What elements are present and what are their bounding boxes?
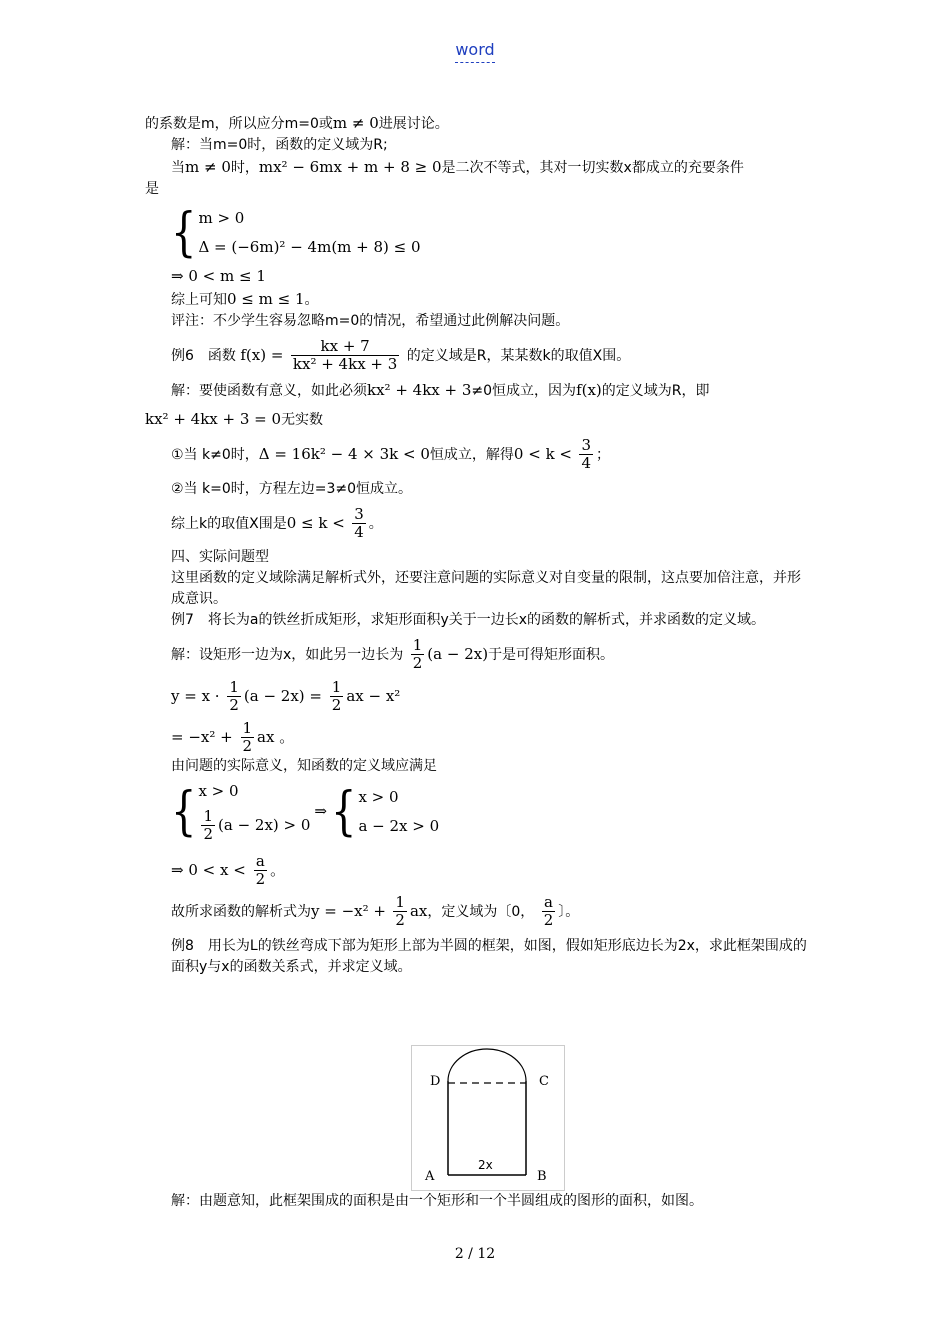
- vertex-label: A: [425, 1169, 435, 1184]
- text-line: 解：当m=0时，函数的定义域为R;: [171, 137, 388, 153]
- math-line: = −x² + $\frac{1}{2}$ ax 。: [171, 719, 295, 756]
- example-8: 例8 用长为L的铁丝弯成下部为矩形上部为半圆的框架，如图，假如矩形底边长为2x，求此框架围成的面积y与x的函数关系式，并求定义域。: [171, 937, 807, 975]
- document-body: [145, 112, 810, 978]
- text-line: 的系数是m，所以应分m=0或m ≠ 0进展讨论。: [145, 114, 449, 132]
- frame-figure: [411, 1045, 565, 1191]
- text-line: 故所求函数的解析式为y = −x² + $\frac{1}{2}$ ax，定义域为〔0， $\frac{a}{2}$ 〕。: [171, 893, 580, 930]
- base-label: 2x: [478, 1158, 493, 1172]
- example-7: 例7 将长为a的铁丝折成矩形，求矩形面积y关于一边长x的函数的解析式，并求函数的定义域。: [171, 612, 766, 628]
- equation-system: { x > 0 $\frac{1}{2}$ (a − 2x) > 0 ⇒ { x > 0 a − 2x > 0: [171, 781, 440, 844]
- text-line: 解：要使函数有意义，如此必须kx² + 4kx + 3≠0恒成立，因为f(x)的定义域为R，即: [171, 381, 710, 399]
- math-line: ⇒ 0 < x < $\frac{a}{2}$ 。: [171, 851, 286, 888]
- math-line: y = x · $\frac{1}{2}$ (a − 2x) = $\frac{1}{2}$ ax − x²: [171, 677, 401, 714]
- text-line: 评注：不少学生容易忽略m=0的情况，希望通过此例解决问题。: [171, 312, 570, 329]
- page-number: 2 / 12: [454, 1246, 496, 1262]
- text-line: 综上可知0 ≤ m ≤ 1。: [171, 289, 319, 308]
- header-link[interactable]: word: [455, 40, 494, 63]
- text-line: 当m ≠ 0时，mx² − 6mx + m + 8 ≥ 0是二次不等式，其对一切实数x都成立的充要条件: [171, 158, 744, 176]
- section-heading: 四、实际问题型: [171, 549, 269, 565]
- text-line: 解：设矩形一边为x，如此另一边长为 $\frac{1}{2}$ (a − 2x)于是可得矩形面积。: [171, 636, 615, 673]
- text-line: 由问题的实际意义，知函数的定义域应满足: [171, 757, 437, 774]
- text-line: kx² + 4kx + 3 = 0无实数: [145, 410, 324, 428]
- text-line: 综上k的取值X围是0 ≤ k < $\frac{3}{4}$ 。: [171, 504, 383, 541]
- text-line: 是: [145, 181, 159, 197]
- example-6: 例6 函数 f(x) = $\frac{kx + 7}{\text{kx² + 4kx + 3}}$ 的定义域是R，某某数k的取值X围。: [171, 336, 631, 373]
- text-line: 这里函数的定义域除满足解析式外，还要注意问题的实际意义对自变量的限制，这点要加倍注意，并形成意识。: [171, 570, 801, 607]
- text-line: 解：由题意知，此框架围成的面积是由一个矩形和一个半圆组成的图形的面积，如图。: [171, 1193, 703, 1209]
- vertex-label: B: [537, 1169, 547, 1184]
- vertex-label: C: [539, 1074, 549, 1089]
- vertex-label: D: [430, 1074, 441, 1089]
- equation-system: { m > 0 Δ = (−6m)² − 4m(m + 8) ≤ 0: [171, 202, 421, 263]
- math-line: ⇒ 0 < m ≤ 1: [171, 267, 266, 285]
- text-line: ①当 k≠0时，Δ = 16k² − 4 × 3k < 0恒成立，解得0 < k < $\frac{3}{4}$ ；: [171, 436, 610, 473]
- text-line: ②当 k=0时，方程左边=3≠0恒成立。: [171, 480, 413, 497]
- page-header: [0, 40, 950, 59]
